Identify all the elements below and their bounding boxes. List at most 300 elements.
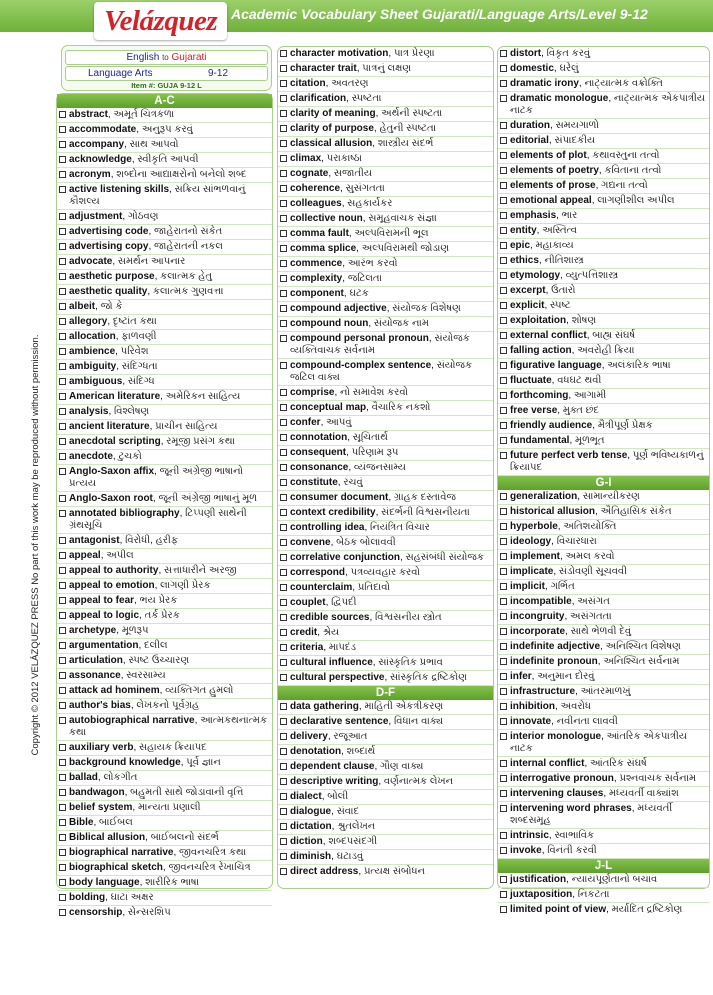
checkbox[interactable] xyxy=(59,318,66,325)
english-term: free verse xyxy=(510,405,558,416)
entry-text xyxy=(510,120,706,132)
checkbox[interactable] xyxy=(59,537,66,544)
checkbox[interactable] xyxy=(500,332,507,339)
english-term: indefinite adjective xyxy=(510,641,601,652)
checkbox[interactable] xyxy=(280,389,287,396)
checkbox[interactable] xyxy=(59,348,66,355)
checkbox[interactable] xyxy=(59,111,66,118)
gujarati-translation: શબ્દાર્થ xyxy=(346,746,376,757)
checkbox[interactable] xyxy=(280,629,287,636)
checkbox[interactable] xyxy=(500,257,507,264)
gujarati-translation: ગર્ભિત xyxy=(550,581,575,592)
checkbox[interactable] xyxy=(500,167,507,174)
separator: , xyxy=(334,387,341,398)
vocab-entry xyxy=(498,164,709,179)
checkbox[interactable] xyxy=(59,126,66,133)
gujarati-translation: સામાન્યીકરણ xyxy=(582,491,640,502)
checkbox[interactable] xyxy=(500,80,507,87)
english-term: autobiographical narrative xyxy=(69,715,195,726)
checkbox[interactable] xyxy=(280,614,287,621)
checkbox[interactable] xyxy=(59,288,66,295)
checkbox[interactable] xyxy=(280,449,287,456)
vocab-entry xyxy=(498,119,709,134)
checkbox[interactable] xyxy=(59,657,66,664)
checkbox[interactable] xyxy=(280,838,287,845)
checkbox[interactable] xyxy=(500,832,507,839)
separator: , xyxy=(595,506,601,517)
checkbox[interactable] xyxy=(59,744,66,751)
entry-text xyxy=(69,787,269,799)
checkbox[interactable] xyxy=(59,273,66,280)
gujarati-translation: મહાકાવ્ય xyxy=(535,240,574,251)
checkbox[interactable] xyxy=(500,137,507,144)
vocab-entry xyxy=(278,167,493,182)
checkbox[interactable] xyxy=(280,155,287,162)
entry-text xyxy=(290,672,490,684)
english-term: citation xyxy=(290,78,326,89)
checkbox[interactable] xyxy=(500,452,507,459)
checkbox[interactable] xyxy=(280,404,287,411)
checkbox[interactable] xyxy=(280,733,287,740)
vocab-entry xyxy=(57,831,272,846)
english-term: constitute xyxy=(290,477,338,488)
entry-text xyxy=(290,213,490,225)
checkbox[interactable] xyxy=(500,553,507,560)
checkbox[interactable] xyxy=(59,774,66,781)
checkbox[interactable] xyxy=(59,378,66,385)
checkbox[interactable] xyxy=(280,703,287,710)
checkbox[interactable] xyxy=(59,612,66,619)
checkbox[interactable] xyxy=(280,140,287,147)
checkbox[interactable] xyxy=(59,642,66,649)
checkbox[interactable] xyxy=(500,688,507,695)
checkbox[interactable] xyxy=(500,377,507,384)
gujarati-translation: સજાતીય xyxy=(333,168,373,179)
english-term: elements of poetry xyxy=(510,165,599,176)
checkbox[interactable] xyxy=(280,320,287,327)
checkbox[interactable] xyxy=(59,363,66,370)
english-term: biographical sketch xyxy=(69,862,163,873)
checkbox[interactable] xyxy=(500,628,507,635)
copyright-notice: Copyright © 2012 VELÁZQUEZ PRESS No part of this work may be reproduced without permission. xyxy=(30,334,41,756)
checkbox[interactable] xyxy=(500,568,507,575)
separator: , xyxy=(565,626,571,637)
checkbox[interactable] xyxy=(500,598,507,605)
gujarati-translation: અસ્તિત્વ xyxy=(542,225,578,236)
checkbox[interactable] xyxy=(500,583,507,590)
checkbox[interactable] xyxy=(59,228,66,235)
vocab-entry xyxy=(278,581,493,596)
checkbox[interactable] xyxy=(500,182,507,189)
entry-text xyxy=(510,671,706,683)
vocab-entry xyxy=(278,775,493,790)
checkbox[interactable] xyxy=(500,718,507,725)
entry-text xyxy=(290,387,490,399)
vocab-entry xyxy=(498,640,709,655)
gujarati-translation: રચવું xyxy=(343,477,363,488)
checkbox[interactable] xyxy=(500,362,507,369)
checkbox[interactable] xyxy=(280,50,287,57)
checkbox[interactable] xyxy=(59,552,66,559)
checkbox[interactable] xyxy=(59,453,66,460)
gujarati-translation: પાત્ર પ્રેરણા xyxy=(393,48,435,59)
english-term: context credibility xyxy=(290,507,376,518)
vocab-entry xyxy=(278,137,493,152)
separator: , xyxy=(331,851,337,862)
checkbox[interactable] xyxy=(59,258,66,265)
gujarati-translation: સંયોજક વિશેષણ xyxy=(392,303,461,314)
checkbox[interactable] xyxy=(500,152,507,159)
checkbox[interactable] xyxy=(59,879,66,886)
checkbox[interactable] xyxy=(280,245,287,252)
checkbox[interactable] xyxy=(280,125,287,132)
separator: , xyxy=(330,537,337,548)
vocab-entry xyxy=(278,820,493,835)
vocab-entry xyxy=(498,505,709,520)
separator: , xyxy=(320,417,327,428)
checkbox[interactable] xyxy=(500,197,507,204)
vocab-entry xyxy=(278,401,493,416)
vocab-entry xyxy=(278,715,493,730)
english-term: external conflict xyxy=(510,330,587,341)
entry-text xyxy=(510,889,706,901)
checkbox[interactable] xyxy=(500,523,507,530)
checkbox[interactable] xyxy=(59,804,66,811)
entry-text xyxy=(69,406,269,418)
checkbox[interactable] xyxy=(59,303,66,310)
checkbox[interactable] xyxy=(500,272,507,279)
checkbox[interactable] xyxy=(280,644,287,651)
gujarati-translation: અનુરૂપ કરવું xyxy=(141,124,193,135)
english-term: clarity of meaning xyxy=(290,108,376,119)
checkbox[interactable] xyxy=(59,834,66,841)
checkbox[interactable] xyxy=(280,464,287,471)
separator: , xyxy=(603,788,609,799)
entry-text xyxy=(69,817,269,829)
english-term: cultural influence xyxy=(290,657,373,668)
separator: , xyxy=(138,640,145,651)
vocab-entry xyxy=(278,182,493,197)
english-term: character motivation xyxy=(290,48,389,59)
checkbox[interactable] xyxy=(280,853,287,860)
checkbox[interactable] xyxy=(280,419,287,426)
separator: , xyxy=(347,432,353,443)
entry-text xyxy=(290,851,490,863)
checkbox[interactable] xyxy=(500,302,507,309)
separator: , xyxy=(560,270,566,281)
vocab-entry xyxy=(498,344,709,359)
checkbox[interactable] xyxy=(500,50,507,57)
entry-text xyxy=(510,536,706,548)
vocab-entry xyxy=(498,389,709,404)
separator: , xyxy=(180,757,187,768)
checkbox[interactable] xyxy=(59,438,66,445)
vocab-entry xyxy=(57,756,272,771)
english-term: dependent clause xyxy=(290,761,375,772)
entry-text xyxy=(290,836,490,848)
gujarati-translation: અમેરિકન સાહિત્ય xyxy=(165,391,241,402)
checkbox[interactable] xyxy=(280,275,287,282)
checkbox[interactable] xyxy=(280,569,287,576)
gujarati-translation: હેતુની સ્પષ્ટતા xyxy=(379,123,437,134)
checkbox[interactable] xyxy=(280,659,287,666)
checkbox[interactable] xyxy=(500,227,507,234)
english-term: entity xyxy=(510,225,537,236)
vocab-entry xyxy=(57,534,272,549)
separator: , xyxy=(322,836,329,847)
vocab-entry xyxy=(57,801,272,816)
checkbox[interactable] xyxy=(280,362,287,369)
entry-text xyxy=(290,108,490,120)
checkbox[interactable] xyxy=(280,718,287,725)
separator: , xyxy=(327,731,334,742)
checkbox[interactable] xyxy=(500,775,507,782)
separator: , xyxy=(321,153,327,164)
checkbox[interactable] xyxy=(59,789,66,796)
vocab-entry xyxy=(498,802,709,829)
english-term: intervening clauses xyxy=(510,788,604,799)
separator: , xyxy=(378,776,384,787)
checkbox[interactable] xyxy=(59,243,66,250)
separator: , xyxy=(105,892,111,903)
checkbox[interactable] xyxy=(59,393,66,400)
gujarati-translation: શોષણ xyxy=(571,315,597,326)
checkbox[interactable] xyxy=(280,215,287,222)
checkbox[interactable] xyxy=(280,584,287,591)
vocab-entry xyxy=(57,624,272,639)
checkbox[interactable] xyxy=(280,524,287,531)
separator: , xyxy=(400,552,406,563)
vocab-entry xyxy=(278,416,493,431)
checkbox[interactable] xyxy=(280,494,287,501)
separator: , xyxy=(366,402,372,413)
checkbox[interactable] xyxy=(280,80,287,87)
checkbox[interactable] xyxy=(280,868,287,875)
entry-text xyxy=(69,391,269,403)
checkbox[interactable] xyxy=(59,894,66,901)
checkbox[interactable] xyxy=(59,141,66,148)
vocab-entry xyxy=(498,535,709,550)
checkbox[interactable] xyxy=(59,864,66,871)
english-term: correspond xyxy=(290,567,346,578)
gujarati-translation: શ્રુતલેખન xyxy=(337,821,376,832)
source-language: English xyxy=(126,52,160,63)
vocab-entry xyxy=(278,62,493,77)
checkbox[interactable] xyxy=(59,687,66,694)
checkbox[interactable] xyxy=(500,847,507,854)
checkbox[interactable] xyxy=(59,423,66,430)
checkbox[interactable] xyxy=(500,703,507,710)
checkbox[interactable] xyxy=(500,805,507,812)
vocab-entry xyxy=(57,579,272,594)
checkbox[interactable] xyxy=(280,95,287,102)
checkbox[interactable] xyxy=(500,906,507,913)
gujarati-translation: અર્થની સ્પષ્ટતા xyxy=(381,108,443,119)
checkbox[interactable] xyxy=(280,305,287,312)
gujarati-translation: સંદિગ્ધ xyxy=(127,376,155,387)
checkbox[interactable] xyxy=(59,759,66,766)
english-term: commence xyxy=(290,258,343,269)
vocab-entry xyxy=(57,300,272,315)
checkbox[interactable] xyxy=(280,230,287,237)
checkbox[interactable] xyxy=(280,290,287,297)
vocab-entry xyxy=(57,285,272,300)
checkbox[interactable] xyxy=(59,156,66,163)
english-term: intervening word phrases xyxy=(510,803,632,814)
checkbox[interactable] xyxy=(500,658,507,665)
checkbox[interactable] xyxy=(59,672,66,679)
entry-text xyxy=(290,492,490,504)
entry-text xyxy=(290,228,490,240)
checkbox[interactable] xyxy=(280,674,287,681)
checkbox[interactable] xyxy=(280,793,287,800)
checkbox[interactable] xyxy=(59,213,66,220)
english-term: active listening skills xyxy=(69,184,170,195)
checkbox[interactable] xyxy=(59,819,66,826)
checkbox[interactable] xyxy=(280,200,287,207)
checkbox[interactable] xyxy=(280,808,287,815)
checkbox[interactable] xyxy=(500,891,507,898)
separator: , xyxy=(160,436,167,447)
entry-text xyxy=(510,450,706,474)
checkbox[interactable] xyxy=(280,260,287,267)
gujarati-translation: સહસંબંધી સંયોજક xyxy=(405,552,484,563)
entry-text xyxy=(290,642,490,654)
checkbox[interactable] xyxy=(280,599,287,606)
english-term: appeal to emotion xyxy=(69,580,155,591)
checkbox[interactable] xyxy=(500,643,507,650)
checkbox[interactable] xyxy=(500,508,507,515)
checkbox[interactable] xyxy=(59,702,66,709)
checkbox[interactable] xyxy=(500,242,507,249)
checkbox[interactable] xyxy=(59,597,66,604)
checkbox[interactable] xyxy=(59,171,66,178)
vocab-entry xyxy=(498,269,709,284)
vocab-entry xyxy=(278,242,493,257)
english-term: Bible xyxy=(69,817,94,828)
checkbox[interactable] xyxy=(280,65,287,72)
checkbox[interactable] xyxy=(59,186,66,193)
gujarati-translation: અસંગતતા xyxy=(570,611,612,622)
gujarati-translation: ઘટક xyxy=(349,288,369,299)
checkbox[interactable] xyxy=(500,673,507,680)
vocab-entry xyxy=(278,551,493,566)
english-term: comprise xyxy=(290,387,335,398)
separator: , xyxy=(133,742,140,753)
english-term: author's bias xyxy=(69,700,131,711)
vocab-entry xyxy=(498,655,709,670)
separator: , xyxy=(572,889,578,900)
checkbox[interactable] xyxy=(500,122,507,129)
checkbox[interactable] xyxy=(500,65,507,72)
checkbox[interactable] xyxy=(280,763,287,770)
checkbox[interactable] xyxy=(59,408,66,415)
vocab-entry xyxy=(57,771,272,786)
checkbox[interactable] xyxy=(280,335,287,342)
checkbox[interactable] xyxy=(500,317,507,324)
gujarati-translation: સંદર્ભની વિશ્વસનીયતા xyxy=(381,507,470,518)
checkbox[interactable] xyxy=(59,582,66,589)
checkbox[interactable] xyxy=(59,627,66,634)
vocab-entry xyxy=(57,906,272,920)
english-term: etymology xyxy=(510,270,561,281)
separator: , xyxy=(159,685,166,696)
english-term: ancient literature xyxy=(69,421,150,432)
separator: , xyxy=(325,597,332,608)
checkbox[interactable] xyxy=(59,510,66,517)
vocab-entry xyxy=(278,805,493,820)
english-term: internal conflict xyxy=(510,758,585,769)
entry-text xyxy=(69,493,269,505)
entry-text xyxy=(290,552,490,564)
checkbox[interactable] xyxy=(500,493,507,500)
checkbox[interactable] xyxy=(59,717,66,724)
checkbox[interactable] xyxy=(500,347,507,354)
gujarati-translation: પરિણામ રૂપ xyxy=(351,447,399,458)
checkbox[interactable] xyxy=(500,287,507,294)
separator: , xyxy=(595,180,602,191)
gujarati-translation: ઘરેલું xyxy=(559,63,579,74)
checkbox[interactable] xyxy=(500,212,507,219)
checkbox[interactable] xyxy=(280,539,287,546)
separator: , xyxy=(575,686,581,697)
checkbox[interactable] xyxy=(59,849,66,856)
entry-text xyxy=(290,138,490,150)
separator: , xyxy=(578,78,585,89)
checkbox[interactable] xyxy=(59,567,66,574)
gujarati-translation: ઐતિહાસિક સંકેત xyxy=(600,506,672,517)
checkbox[interactable] xyxy=(59,909,66,916)
checkbox[interactable] xyxy=(280,170,287,177)
checkbox[interactable] xyxy=(59,495,66,502)
checkbox[interactable] xyxy=(280,110,287,117)
checkbox[interactable] xyxy=(280,748,287,755)
vocab-entry xyxy=(57,639,272,654)
checkbox[interactable] xyxy=(500,392,507,399)
separator: , xyxy=(124,787,131,798)
separator: , xyxy=(341,198,348,209)
checkbox[interactable] xyxy=(280,434,287,441)
checkbox[interactable] xyxy=(500,733,507,740)
english-term: American literature xyxy=(69,391,161,402)
checkbox[interactable] xyxy=(500,876,507,883)
checkbox[interactable] xyxy=(280,823,287,830)
checkbox[interactable] xyxy=(280,509,287,516)
vocab-entry xyxy=(278,359,493,386)
checkbox[interactable] xyxy=(500,422,507,429)
gujarati-translation: અમલ કરવો xyxy=(565,551,615,562)
checkbox[interactable] xyxy=(500,95,507,102)
separator: , xyxy=(566,315,572,326)
checkbox[interactable] xyxy=(500,790,507,797)
separator: , xyxy=(601,731,607,742)
checkbox[interactable] xyxy=(500,760,507,767)
checkbox[interactable] xyxy=(500,407,507,414)
checkbox[interactable] xyxy=(280,479,287,486)
vocab-entry xyxy=(57,405,272,420)
checkbox[interactable] xyxy=(59,468,66,475)
checkbox[interactable] xyxy=(280,554,287,561)
checkbox[interactable] xyxy=(59,333,66,340)
vocab-entry xyxy=(278,107,493,122)
checkbox[interactable] xyxy=(280,185,287,192)
checkbox[interactable] xyxy=(500,538,507,545)
entry-text xyxy=(510,78,706,90)
checkbox[interactable] xyxy=(280,778,287,785)
vocab-entry xyxy=(498,625,709,640)
checkbox[interactable] xyxy=(500,437,507,444)
checkbox[interactable] xyxy=(500,613,507,620)
